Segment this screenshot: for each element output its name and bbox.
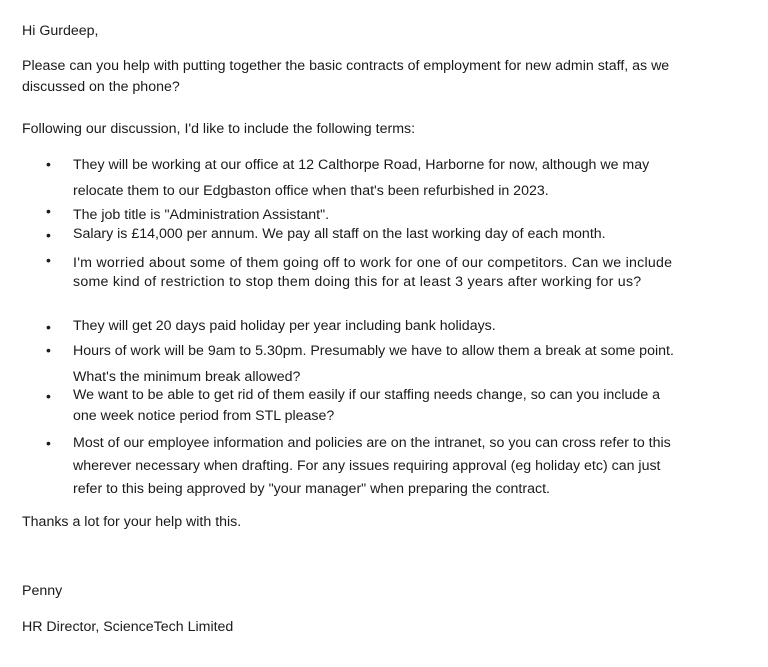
term-list-item: Salary is £14,000 per annum. We pay all staff on the last working day of each month. [73, 226, 606, 242]
signoff-name: Penny [22, 583, 63, 599]
term-list-item: They will be working at our office at 12 Calthorpe Road, Harborne for now, although we may relocate them to our Edgbaston office when that's been refurbished in 2023. [73, 157, 650, 199]
lead-in: Following our discussion, I'd like to include the following terms: [22, 121, 416, 137]
bullet-marker: • [46, 203, 51, 219]
term-list-item: They will get 20 days paid holiday per year including bank holidays. [73, 318, 496, 334]
term-list-item: Hours of work will be 9am to 5.30pm. Presumably we have to allow them a break at some point. What's the minimum break allowed? [73, 343, 674, 385]
term-list-item: I'm worried about some of them going off to work for one of our competitors. Can we include some kind of restriction to stop them doing this for at least 3 years after working for us? [73, 255, 673, 290]
bullet-marker: • [46, 319, 51, 335]
bullet-marker: • [46, 435, 51, 451]
thanks-line: Thanks a lot for your help with this. [22, 514, 242, 530]
intro-paragraph: Please can you help with putting together the basic contracts of employment for new admin staff, as we discussed on the phone? [22, 58, 670, 95]
greeting: Hi Gurdeep, [22, 23, 99, 39]
bullet-marker: • [46, 342, 51, 358]
term-list-item: The job title is "Administration Assistant". [73, 207, 330, 223]
term-list-item: Most of our employee information and policies are on the intranet, so you can cross refer to this wherever necessary when drafting. For any issues requiring approval (eg holiday etc) can just refer to this being approved by "your manager" when preparing the contract. [73, 435, 671, 497]
term-list-item: We want to be able to get rid of them easily if our staffing needs change, so can you include a one week notice period from STL please? [73, 387, 661, 424]
bullet-marker: • [46, 156, 51, 172]
signoff-title: HR Director, ScienceTech Limited [22, 619, 234, 635]
bullet-marker: • [46, 388, 51, 404]
bullet-marker: • [46, 252, 51, 268]
bullet-marker: • [46, 227, 51, 243]
